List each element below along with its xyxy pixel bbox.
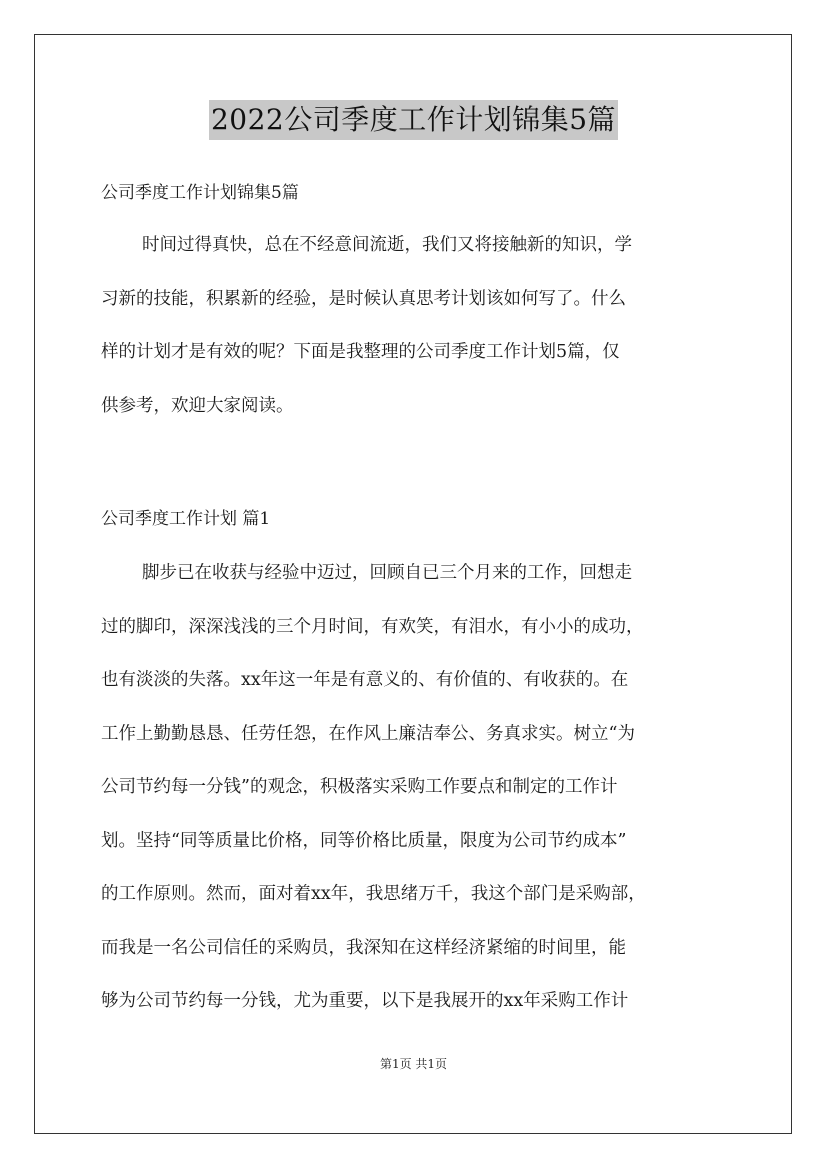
document-subtitle: 公司季度工作计划锦集5篇 <box>101 183 299 203</box>
section-heading: 公司季度工作计划 篇1 <box>101 509 271 529</box>
section-line: 也有淡淡的失落。xx年这一年是有意义的、有价值的、有收获的。在 <box>101 670 629 690</box>
intro-line: 时间过得真快，总在不经意间流逝，我们又将接触新的知识，学 <box>142 235 632 255</box>
intro-line: 习新的技能，积累新的经验，是时候认真思考计划该如何写了。什么 <box>101 288 626 309</box>
document-title: 2022公司季度工作计划锦集5篇 <box>209 100 618 140</box>
section-line: 脚步已在收获与经验中迈过，回顾自已三个月来的工作，回想走 <box>142 563 632 583</box>
section-line: 划。坚持“同等质量比价格，同等价格比质量，限度为公司节约成本” <box>101 830 627 851</box>
intro-paragraph <box>101 234 731 448</box>
section-line: 过的脚印，深深浅浅的三个月时间，有欢笑，有泪水，有小小的成功， <box>101 616 644 637</box>
section-line: 够为公司节约每一分钱，尤为重要，以下是我展开的xx年采购工作计 <box>101 991 629 1011</box>
title-container <box>0 100 827 140</box>
page-footer: 第1页 共1页 <box>379 1057 448 1071</box>
section-line: 的工作原则。然而，面对着xx年，我思绪万千，我这个部门是采购部， <box>101 884 646 904</box>
section-paragraph <box>101 562 731 1044</box>
section-line: 公司节约每一分钱”的观念，积极落实采购工作要点和制定的工作计 <box>101 777 618 797</box>
intro-line: 供参考，欢迎大家阅读。 <box>101 395 294 416</box>
section-line: 而我是一名公司信任的采购员，我深知在这样经济紧缩的时间里，能 <box>101 937 626 958</box>
section-line: 工作上勤勤恳恳、任劳任怨，在作风上廉洁奉公、务真求实。树立“为 <box>101 723 635 744</box>
intro-line: 样的计划才是有效的呢？下面是我整理的公司季度工作计划5篇，仅 <box>101 342 620 362</box>
